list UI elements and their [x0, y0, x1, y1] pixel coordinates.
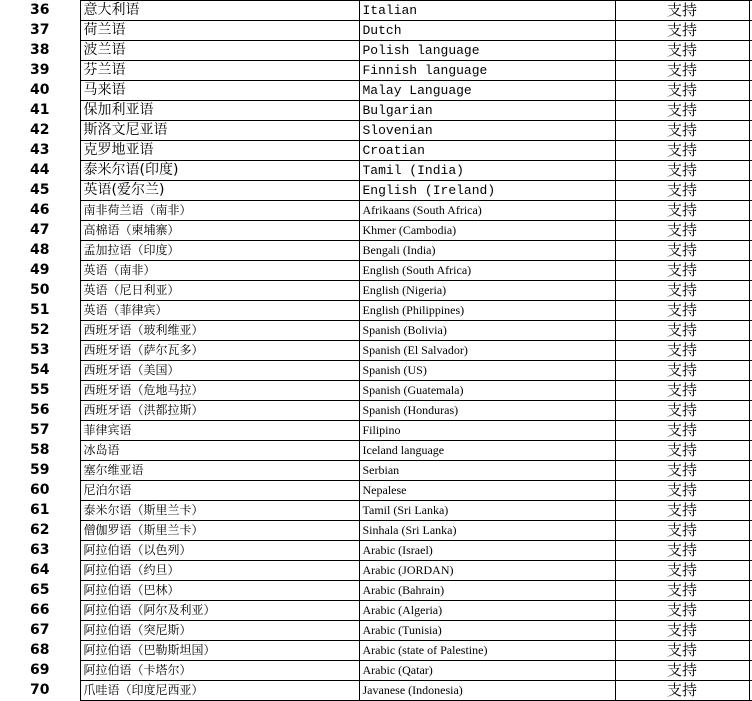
row-number-cell[interactable]: 55 — [0, 381, 80, 401]
english-name-cell[interactable]: Spanish (US) — [359, 361, 615, 381]
table-row — [0, 21, 752, 41]
language-name-cell[interactable]: 阿拉伯语（突尼斯） — [80, 621, 359, 641]
language-name-cell[interactable]: 阿拉伯语（以色列） — [80, 541, 359, 561]
table-row — [0, 521, 752, 541]
language-name-cell[interactable]: 英语（尼日利亚） — [80, 281, 359, 301]
language-name-cell[interactable]: 马来语 — [80, 81, 359, 101]
english-name-cell[interactable]: Arabic (state of Palestine) — [359, 641, 615, 661]
row-number-cell[interactable]: 66 — [0, 601, 80, 621]
row-number-cell[interactable]: 62 — [0, 521, 80, 541]
support-status-cell[interactable]: 支持 — [615, 261, 749, 281]
table-row — [0, 641, 752, 661]
language-name-cell[interactable]: 西班牙语（洪都拉斯） — [80, 401, 359, 421]
support-status-cell[interactable]: 支持 — [615, 21, 749, 41]
row-number-cell[interactable]: 42 — [0, 121, 80, 141]
language-name-cell[interactable]: 冰岛语 — [80, 441, 359, 461]
language-name-cell[interactable]: 菲律宾语 — [80, 421, 359, 441]
table-row — [0, 101, 752, 121]
table-row — [0, 201, 752, 221]
row-number-cell[interactable]: 69 — [0, 661, 80, 681]
language-name-cell[interactable]: 英语（菲律宾） — [80, 301, 359, 321]
support-status-cell[interactable]: 支持 — [615, 461, 749, 481]
english-name-cell[interactable]: Croatian — [359, 141, 615, 161]
language-name-cell[interactable]: 孟加拉语（印度） — [80, 241, 359, 261]
table-row — [0, 481, 752, 501]
table-row — [0, 121, 752, 141]
language-name-cell[interactable]: 英语（南非） — [80, 261, 359, 281]
row-number-cell[interactable]: 54 — [0, 361, 80, 381]
table-row — [0, 541, 752, 561]
table-row — [0, 261, 752, 281]
support-status-cell[interactable]: 支持 — [615, 501, 749, 521]
table-row — [0, 81, 752, 101]
language-name-cell[interactable]: 西班牙语（危地马拉） — [80, 381, 359, 401]
table-row — [0, 241, 752, 261]
english-name-cell[interactable]: English (Philippines) — [359, 301, 615, 321]
language-name-cell[interactable]: 爪哇语（印度尼西亚） — [80, 681, 359, 701]
language-name-cell[interactable]: 西班牙语（萨尔瓦多） — [80, 341, 359, 361]
support-status-cell[interactable]: 支持 — [615, 421, 749, 441]
language-name-cell[interactable]: 僧伽罗语（斯里兰卡） — [80, 521, 359, 541]
row-number-cell[interactable]: 50 — [0, 281, 80, 301]
support-status-cell[interactable]: 支持 — [615, 401, 749, 421]
support-status-cell[interactable]: 支持 — [615, 281, 749, 301]
english-name-cell[interactable]: Slovenian — [359, 121, 615, 141]
support-status-cell[interactable]: 支持 — [615, 61, 749, 81]
language-name-cell[interactable]: 意大利语 — [80, 1, 359, 21]
language-name-cell[interactable]: 高棉语（柬埔寨） — [80, 221, 359, 241]
row-number-cell[interactable]: 60 — [0, 481, 80, 501]
english-name-cell[interactable]: Spanish (Bolivia) — [359, 321, 615, 341]
row-number-cell[interactable]: 64 — [0, 561, 80, 581]
table-row — [0, 61, 752, 81]
support-status-cell[interactable]: 支持 — [615, 601, 749, 621]
english-name-cell[interactable]: Arabic (Algeria) — [359, 601, 615, 621]
language-name-cell[interactable]: 塞尔维亚语 — [80, 461, 359, 481]
english-name-cell[interactable]: Bengali (India) — [359, 241, 615, 261]
row-number-cell[interactable]: 68 — [0, 641, 80, 661]
row-number-cell[interactable]: 36 — [0, 1, 80, 21]
table-row — [0, 421, 752, 441]
table-row — [0, 501, 752, 521]
english-name-cell[interactable]: English (South Africa) — [359, 261, 615, 281]
row-number-cell[interactable]: 56 — [0, 401, 80, 421]
support-status-cell[interactable]: 支持 — [615, 241, 749, 261]
language-name-cell[interactable]: 英语(爱尔兰) — [80, 181, 359, 201]
table-row — [0, 341, 752, 361]
table-row — [0, 681, 752, 701]
table-row — [0, 561, 752, 581]
language-name-cell[interactable]: 斯洛文尼亚语 — [80, 121, 359, 141]
language-name-cell[interactable]: 阿拉伯语（卡塔尔） — [80, 661, 359, 681]
language-name-cell[interactable]: 西班牙语（玻利维亚） — [80, 321, 359, 341]
english-name-cell[interactable]: Tamil (India) — [359, 161, 615, 181]
language-name-cell[interactable]: 泰米尔语(印度) — [80, 161, 359, 181]
english-name-cell[interactable]: Khmer (Cambodia) — [359, 221, 615, 241]
support-status-cell[interactable]: 支持 — [615, 341, 749, 361]
support-status-cell[interactable]: 支持 — [615, 441, 749, 461]
english-name-cell[interactable]: Malay Language — [359, 81, 615, 101]
row-number-cell[interactable]: 43 — [0, 141, 80, 161]
table-row — [0, 281, 752, 301]
english-name-cell[interactable]: Italian — [359, 1, 615, 21]
language-name-cell[interactable]: 尼泊尔语 — [80, 481, 359, 501]
english-name-cell[interactable]: Dutch — [359, 21, 615, 41]
support-status-cell[interactable]: 支持 — [615, 101, 749, 121]
english-name-cell[interactable]: Serbian — [359, 461, 615, 481]
row-number-cell[interactable]: 63 — [0, 541, 80, 561]
table-row — [0, 1, 752, 21]
language-name-cell[interactable]: 保加利亚语 — [80, 101, 359, 121]
support-status-cell[interactable]: 支持 — [615, 561, 749, 581]
language-name-cell[interactable]: 南非荷兰语（南非） — [80, 201, 359, 221]
english-name-cell[interactable]: English (Ireland) — [359, 181, 615, 201]
english-name-cell[interactable]: Arabic (Qatar) — [359, 661, 615, 681]
row-number-cell[interactable]: 61 — [0, 501, 80, 521]
english-name-cell[interactable]: Afrikaans (South Africa) — [359, 201, 615, 221]
language-name-cell[interactable]: 阿拉伯语（巴林） — [80, 581, 359, 601]
table-row — [0, 381, 752, 401]
support-status-cell[interactable]: 支持 — [615, 181, 749, 201]
table-row — [0, 301, 752, 321]
english-name-cell[interactable]: Filipino — [359, 421, 615, 441]
row-number-cell[interactable]: 41 — [0, 101, 80, 121]
row-number-cell[interactable]: 57 — [0, 421, 80, 441]
english-name-cell[interactable]: Arabic (Tunisia) — [359, 621, 615, 641]
table-row — [0, 141, 752, 161]
support-status-cell[interactable]: 支持 — [615, 321, 749, 341]
table-row — [0, 661, 752, 681]
table-body — [0, 1, 752, 701]
support-status-cell[interactable]: 支持 — [615, 221, 749, 241]
table-row — [0, 581, 752, 601]
table-row — [0, 621, 752, 641]
english-name-cell[interactable]: Iceland language — [359, 441, 615, 461]
row-number-cell[interactable]: 45 — [0, 181, 80, 201]
language-name-cell[interactable]: 波兰语 — [80, 41, 359, 61]
support-status-cell[interactable]: 支持 — [615, 121, 749, 141]
support-status-cell[interactable]: 支持 — [615, 381, 749, 401]
english-name-cell[interactable]: Sinhala (Sri Lanka) — [359, 521, 615, 541]
row-number-cell[interactable]: 44 — [0, 161, 80, 181]
row-number-cell[interactable]: 49 — [0, 261, 80, 281]
english-name-cell[interactable]: Arabic (Israel) — [359, 541, 615, 561]
support-status-cell[interactable]: 支持 — [615, 161, 749, 181]
support-status-cell[interactable]: 支持 — [615, 301, 749, 321]
row-number-cell[interactable]: 51 — [0, 301, 80, 321]
english-name-cell[interactable]: Spanish (El Salvador) — [359, 341, 615, 361]
english-name-cell[interactable]: Tamil (Sri Lanka) — [359, 501, 615, 521]
table-row — [0, 441, 752, 461]
support-status-cell[interactable]: 支持 — [615, 681, 749, 701]
support-status-cell[interactable]: 支持 — [615, 621, 749, 641]
english-name-cell[interactable]: Nepalese — [359, 481, 615, 501]
row-number-cell[interactable]: 53 — [0, 341, 80, 361]
language-name-cell[interactable]: 西班牙语（美国） — [80, 361, 359, 381]
support-status-cell[interactable]: 支持 — [615, 641, 749, 661]
language-name-cell[interactable]: 芬兰语 — [80, 61, 359, 81]
row-number-cell[interactable]: 48 — [0, 241, 80, 261]
english-name-cell[interactable]: Javanese (Indonesia) — [359, 681, 615, 701]
table-row — [0, 321, 752, 341]
english-name-cell[interactable]: Bulgarian — [359, 101, 615, 121]
support-status-cell[interactable]: 支持 — [615, 201, 749, 221]
language-name-cell[interactable]: 荷兰语 — [80, 21, 359, 41]
english-name-cell[interactable]: Spanish (Honduras) — [359, 401, 615, 421]
row-number-cell[interactable]: 47 — [0, 221, 80, 241]
language-name-cell[interactable]: 阿拉伯语（巴勒斯坦国） — [80, 641, 359, 661]
table-row — [0, 41, 752, 61]
language-name-cell[interactable]: 泰米尔语（斯里兰卡） — [80, 501, 359, 521]
support-status-cell[interactable]: 支持 — [615, 1, 749, 21]
english-name-cell[interactable]: Arabic (Bahrain) — [359, 581, 615, 601]
row-number-cell[interactable]: 52 — [0, 321, 80, 341]
support-status-cell[interactable]: 支持 — [615, 41, 749, 61]
row-number-cell[interactable]: 59 — [0, 461, 80, 481]
support-status-cell[interactable]: 支持 — [615, 481, 749, 501]
row-number-cell[interactable]: 38 — [0, 41, 80, 61]
row-number-cell[interactable]: 40 — [0, 81, 80, 101]
row-number-cell[interactable]: 39 — [0, 61, 80, 81]
row-number-cell[interactable]: 46 — [0, 201, 80, 221]
english-name-cell[interactable]: Arabic (JORDAN) — [359, 561, 615, 581]
row-number-cell[interactable]: 37 — [0, 21, 80, 41]
row-number-cell[interactable]: 65 — [0, 581, 80, 601]
support-status-cell[interactable]: 支持 — [615, 521, 749, 541]
support-status-cell[interactable]: 支持 — [615, 541, 749, 561]
english-name-cell[interactable]: English (Nigeria) — [359, 281, 615, 301]
table-row — [0, 401, 752, 421]
support-status-cell[interactable]: 支持 — [615, 661, 749, 681]
language-name-cell[interactable]: 阿拉伯语（约旦） — [80, 561, 359, 581]
table-row — [0, 181, 752, 201]
table-row — [0, 461, 752, 481]
row-number-cell[interactable]: 67 — [0, 621, 80, 641]
table-row — [0, 161, 752, 181]
table-row — [0, 221, 752, 241]
english-name-cell[interactable]: Finnish language — [359, 61, 615, 81]
language-name-cell[interactable]: 克罗地亚语 — [80, 141, 359, 161]
english-name-cell[interactable]: Spanish (Guatemala) — [359, 381, 615, 401]
english-name-cell[interactable]: Polish language — [359, 41, 615, 61]
support-status-cell[interactable]: 支持 — [615, 361, 749, 381]
support-status-cell[interactable]: 支持 — [615, 81, 749, 101]
table-row — [0, 361, 752, 381]
support-status-cell[interactable]: 支持 — [615, 581, 749, 601]
support-status-cell[interactable]: 支持 — [615, 141, 749, 161]
language-name-cell[interactable]: 阿拉伯语（阿尔及利亚） — [80, 601, 359, 621]
table-row — [0, 601, 752, 621]
row-number-cell[interactable]: 58 — [0, 441, 80, 461]
row-number-cell[interactable]: 70 — [0, 681, 80, 701]
